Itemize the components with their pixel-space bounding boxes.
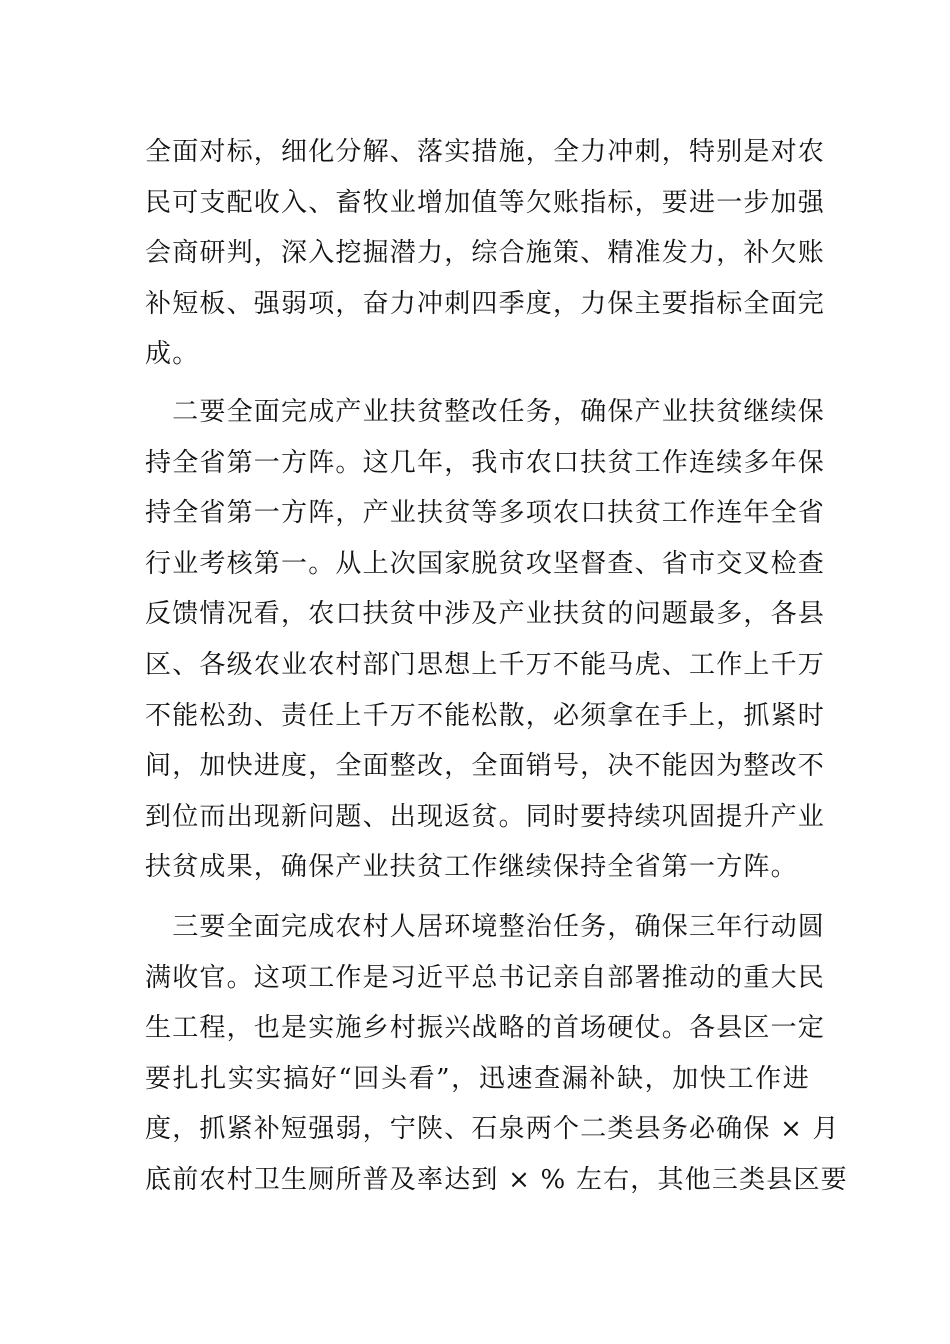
text-line: 民可支配收入、畜牧业增加值等欠账指标，要进一步加强 xyxy=(145,187,826,218)
text-line: 底前农村卫生厕所普及率达到 × % 左右，其他三类县区要 xyxy=(145,1164,848,1195)
text-line: 三要全面完成农村人居环境整治任务，确保三年行动圆 xyxy=(145,912,826,942)
text-line: 二要全面完成产业扶贫整改任务，确保产业扶贫继续保 xyxy=(145,397,826,427)
text-line: 会商研判，深入挖掘潜力，综合施策、精准发力，补欠账 xyxy=(145,238,826,269)
text-line: 扶贫成果，确保产业扶贫工作继续保持全省第一方阵。 xyxy=(145,852,798,883)
text-line: 行业考核第一。从上次国家脱贫攻坚督查、省市交叉检查 xyxy=(145,548,826,579)
paragraph-3 xyxy=(145,902,848,1206)
text-line: 全面对标，细化分解、落实措施，全力冲刺，特别是对农 xyxy=(145,137,826,167)
text-line: 满收官。这项工作是习近平总书记亲自部署推动的重大民 xyxy=(145,962,826,993)
text-line: 要扎扎实实搞好“回头看”，迅速查漏补缺，加快工作进 xyxy=(145,1063,810,1094)
text-line: 度，抓紧补短强弱，宁陕、石泉两个二类县务必确保 × 月 xyxy=(145,1114,840,1145)
text-line: 持全省第一方阵。这几年，我市农口扶贫工作连续多年保 xyxy=(145,447,826,478)
text-line: 到位而出现新问题、出现返贫。同时要持续巩固提升产业 xyxy=(145,801,826,832)
text-line: 补短板、强弱项，奋力冲刺四季度，力保主要指标全面完 xyxy=(145,288,826,319)
text-line: 成。 xyxy=(145,339,200,370)
text-line: 生工程，也是实施乡村振兴战略的首场硬仗。各县区一定 xyxy=(145,1013,826,1044)
paragraph-2 xyxy=(145,387,826,893)
text-line: 不能松劲、责任上千万不能松散，必须拿在手上，抓紧时 xyxy=(145,700,826,731)
paragraph-1 xyxy=(145,127,826,380)
text-line: 反馈情况看，农口扶贫中涉及产业扶贫的问题最多，各县 xyxy=(145,599,826,630)
text-line: 持全省第一方阵，产业扶贫等多项农口扶贫工作连年全省 xyxy=(145,498,826,529)
text-line: 间，加快进度，全面整改，全面销号，决不能因为整改不 xyxy=(145,751,826,782)
text-line: 区、各级农业农村部门思想上千万不能马虎、工作上千万 xyxy=(145,649,826,680)
